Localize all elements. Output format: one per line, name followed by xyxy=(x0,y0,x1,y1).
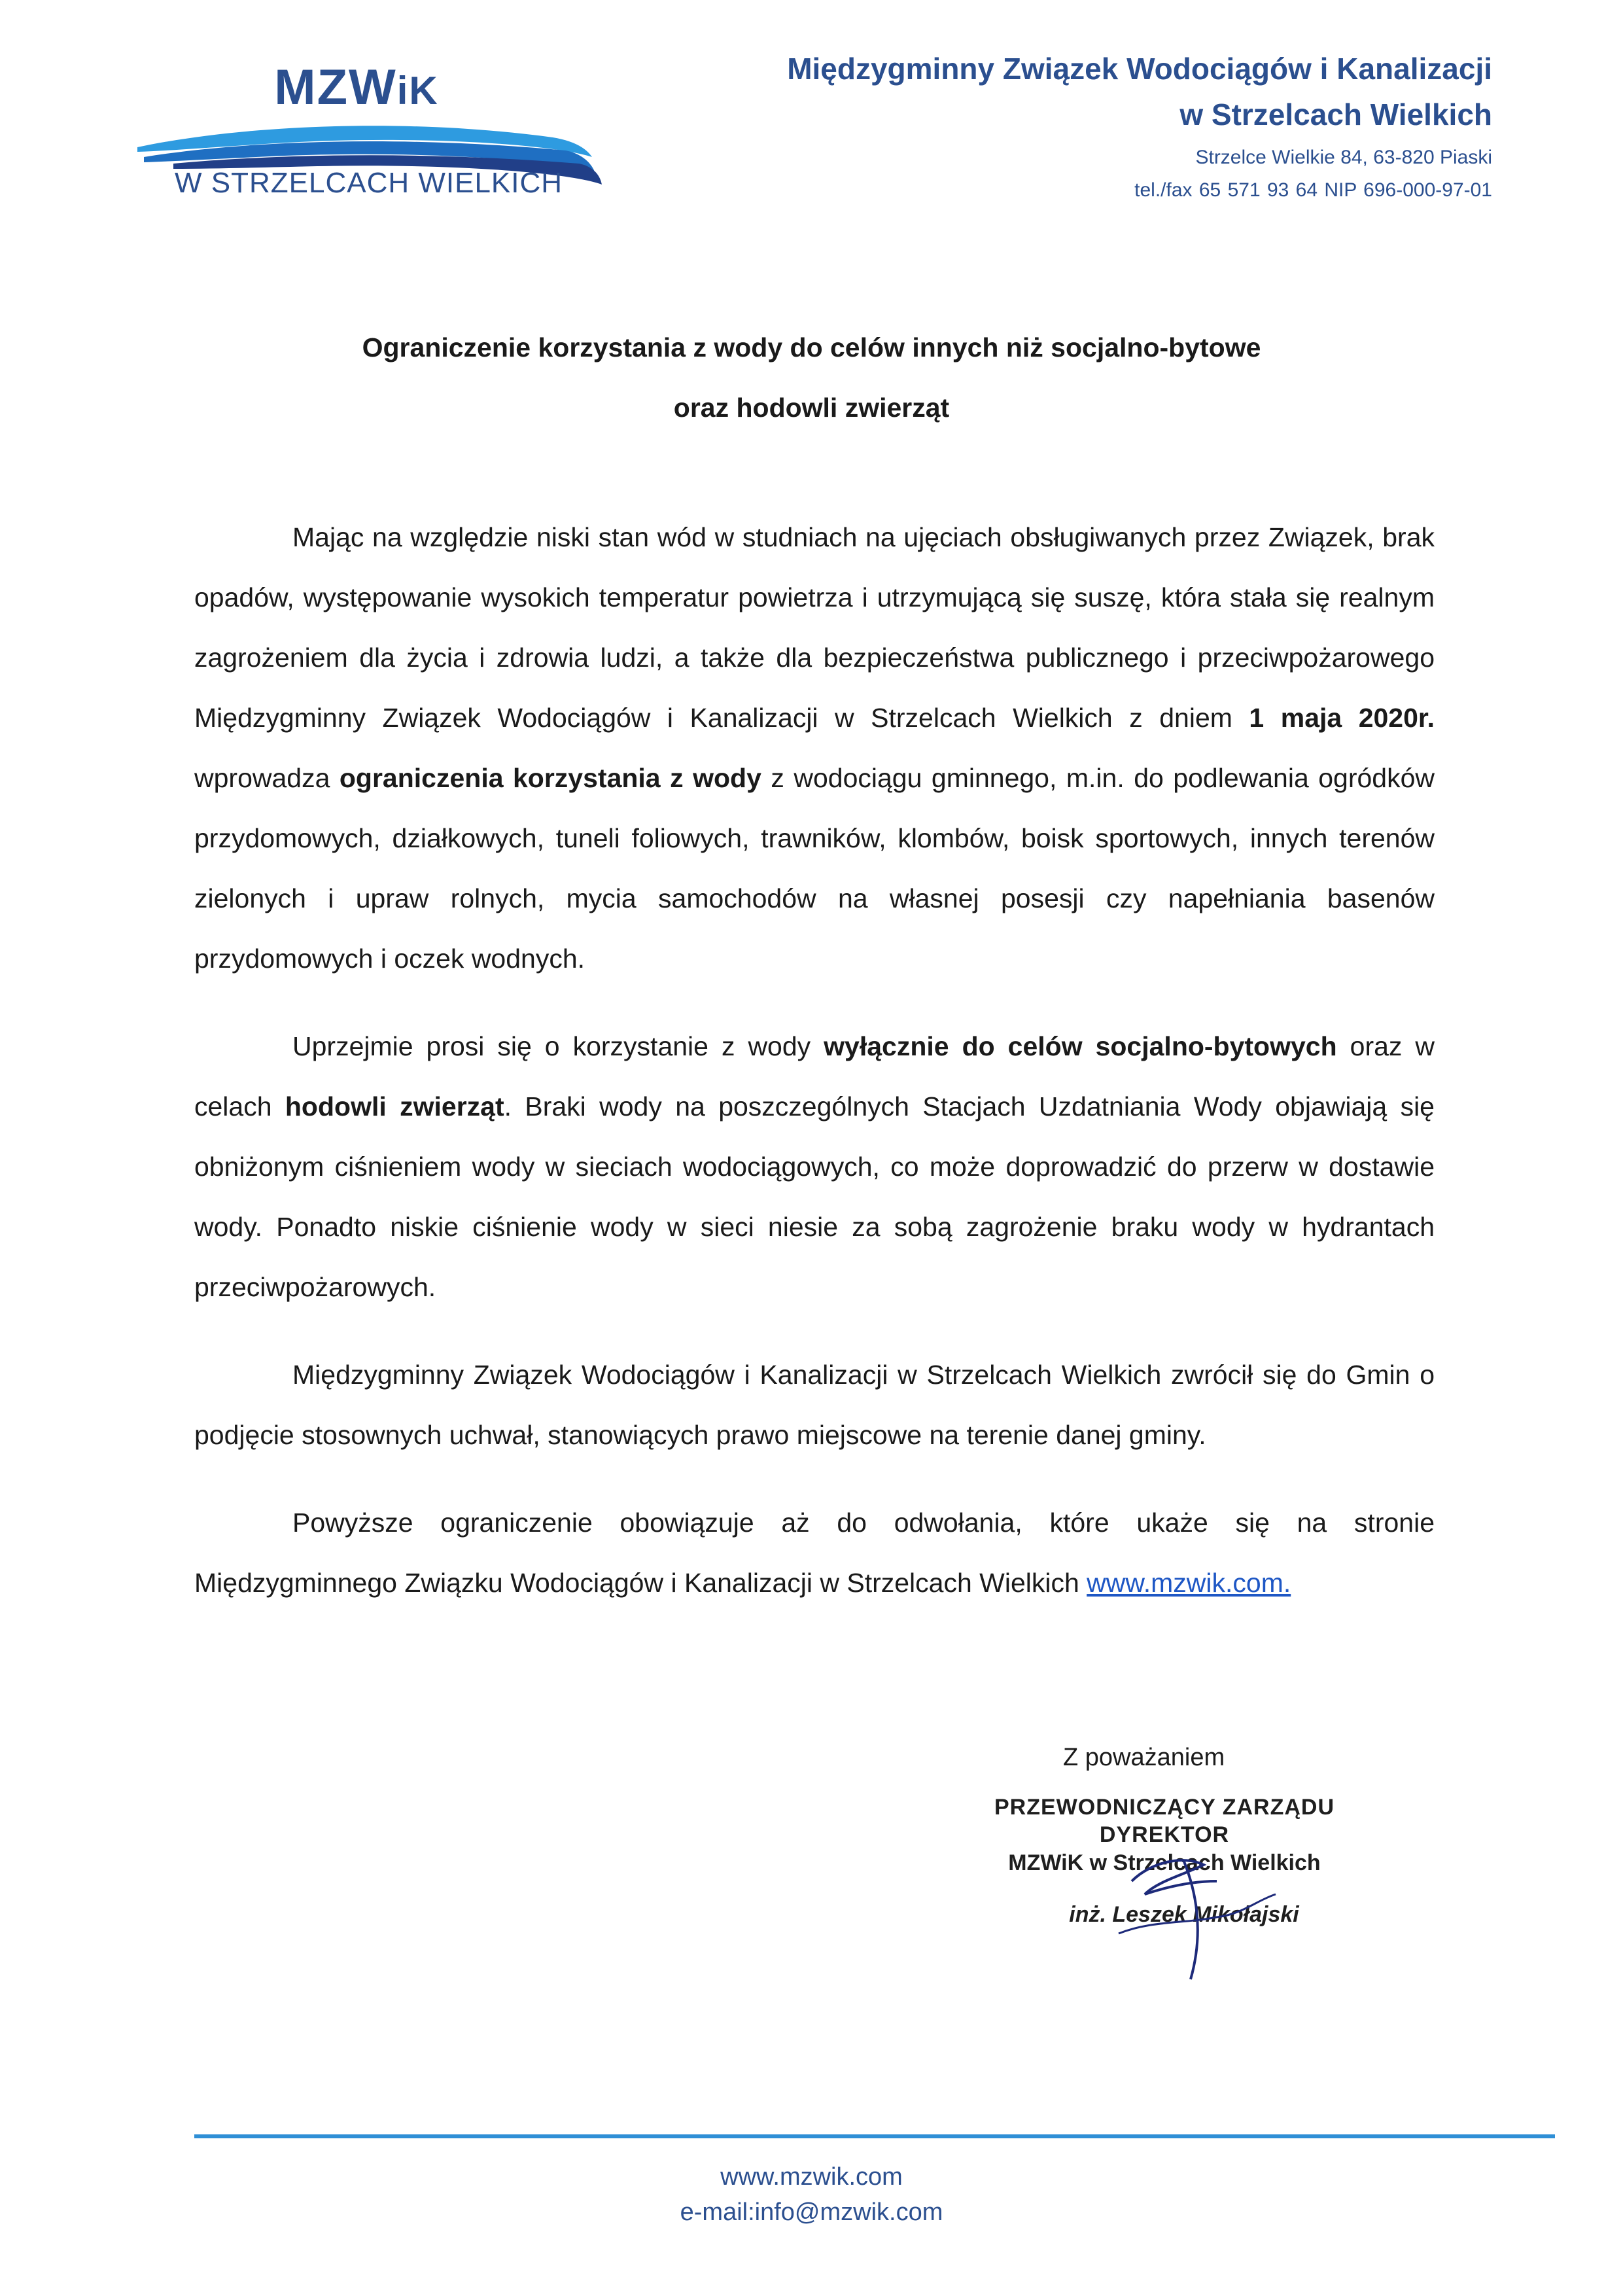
org-contact xyxy=(787,174,1492,207)
logo-title: MZWiK xyxy=(274,60,439,115)
restriction-emphasis: ograniczenia korzystania z wody xyxy=(339,763,761,793)
org-name-location: w Strzelcach Wielkich xyxy=(1179,97,1492,132)
handwritten-signature-icon xyxy=(968,1783,1361,1999)
org-name: Międzygminny Związek Wodociągów i Kanalizacji xyxy=(787,52,1492,86)
org-header xyxy=(787,46,1492,207)
allowed-use-emphasis: wyłącznie do celów socjalno-bytowych xyxy=(824,1031,1337,1061)
stamp-role: DYREKTOR xyxy=(1099,1822,1230,1847)
animal-husbandry-emphasis: hodowli zwierząt xyxy=(285,1091,504,1122)
stamp-name: inż. Leszek Mikołajski xyxy=(1069,1902,1299,1927)
paragraph-4: Powyższe ograniczenie obowiązuje aż do odwołania, które ukaże się na stronie Międzygminnego Związku Wodociągów i Kanalizacji w Strzelcach Wielkich www.mzwik.com. xyxy=(194,1508,1435,1598)
logo-subtitle: W STRZELCACH WIELKICH xyxy=(175,167,563,199)
paragraph-2: Uprzejmie prosi się o korzystanie z wody wyłącznie do celów socjalno-bytowych oraz w celach hodowli zwierząt. Braki wody na poszczególnych Stacjach Uzdatniania Wody objawiają się obniżonym ciśnieniem wody w sieciach wodociągowych, co może doprowadzić do przerw w dostawie wody. Ponadto niskie ciśnienie wody w sieci niesie za sobą zagrożenie braku wody w hydrantach przeciwpożarowych. xyxy=(194,1031,1435,1302)
effective-date: 1 maja 2020r. xyxy=(1249,703,1435,733)
org-address: Strzelce Wielkie 84, 63-820 Piaski xyxy=(1195,147,1492,168)
document-body xyxy=(194,507,1435,1613)
signature-stamp xyxy=(968,1783,1361,1999)
stamp-position: PRZEWODNICZĄCY ZARZĄDU xyxy=(994,1795,1335,1820)
footer-website: www.mzwik.com xyxy=(720,2163,903,2191)
org-nip: NIP 696-000-97-01 xyxy=(1324,179,1492,201)
footer-email: e-mail:info@mzwik.com xyxy=(680,2199,943,2226)
paragraph-3: Międzygminny Związek Wodociągów i Kanalizacji w Strzelcach Wielkich zwrócił się do Gmin o podjęcie stosownych uchwał, stanowiących prawo miejscowe na terenie danej gminy. xyxy=(194,1360,1435,1450)
document-title: Ograniczenie korzystania z wody do celów innych niż socjalno-bytowe xyxy=(362,332,1261,362)
closing-greeting: Z poważaniem xyxy=(1063,1744,1225,1771)
footer-divider xyxy=(194,2134,1555,2138)
mzwik-logo xyxy=(134,46,605,209)
org-tel: tel./fax 65 571 93 64 xyxy=(1134,179,1318,201)
website-link[interactable]: www.mzwik.com. xyxy=(1087,1568,1291,1598)
paragraph-1: Mając na względzie niski stan wód w studniach na ujęciach obsługiwanych przez Związek, brak opadów, występowanie wysokich temperatur powietrza i utrzymującą się suszę, która stała się realnym zagrożeniem dla życia i zdrowia ludzi, a także dla bezpieczeństwa publicznego i przeciwpożarowego Międzygminny Związek Wodociągów i Kanalizacji w Strzelcach Wielkich z dniem 1 maja 2020r. wprowadza ograniczenia korzystania z wody z wodociągu gminnego, m.in. do podlewania ogródków przydomowych, działkowych, tuneli foliowych, trawników, klombów, boisk sportowych, innych terenów zielonych i upraw rolnych, mycia samochodów na własnej posesji czy napełniania basenów przydomowych i oczek wodnych. xyxy=(194,522,1435,974)
document-title-line2: oraz hodowli zwierząt xyxy=(673,393,950,423)
stamp-organization: MZWiK w Strzelcach Wielkich xyxy=(1008,1850,1321,1875)
